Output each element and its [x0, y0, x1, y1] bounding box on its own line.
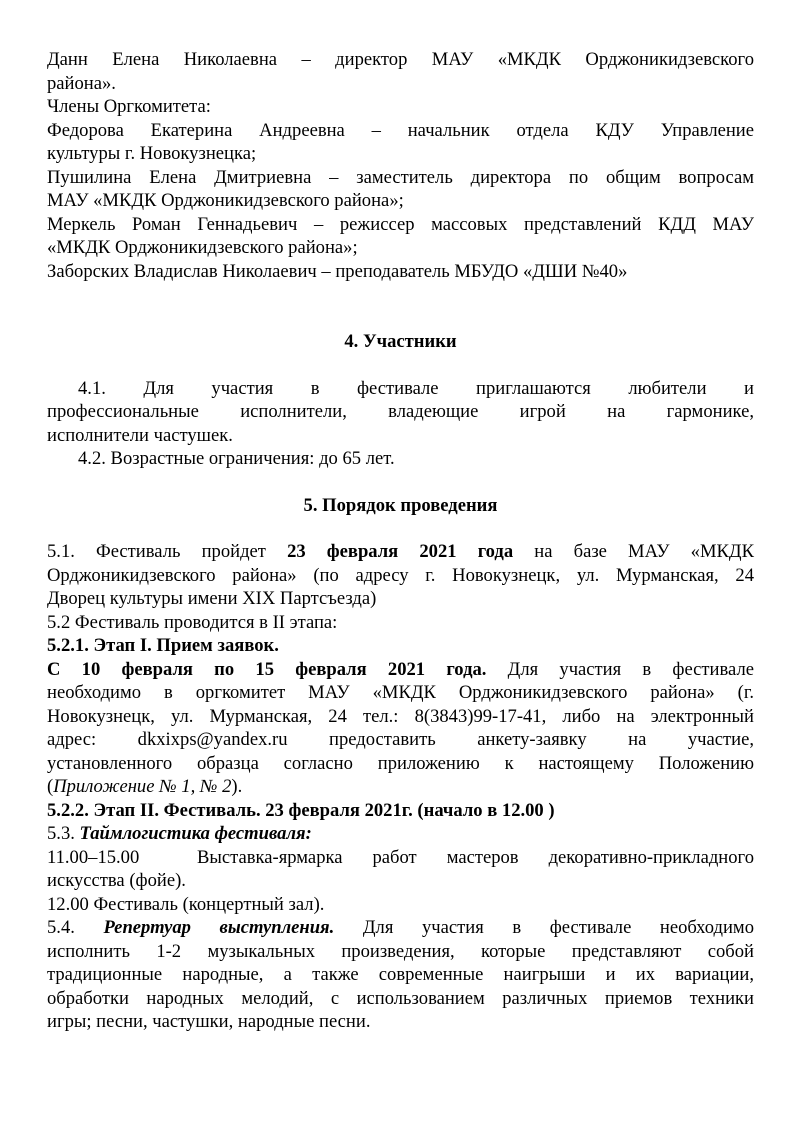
paragraph-4-2: 4.2. Возрастные ограничения: до 65 лет. — [78, 448, 395, 469]
member-1: Федорова Екатерина Андреевна – начальник отдела КДУ Управление — [47, 119, 754, 141]
paragraph-4-1: 4.1. Для участия в фестивале приглашаются любители и — [78, 377, 754, 399]
member-4: Заборских Владислав Николаевич – преподаватель МБУДО «ДШИ №40» — [47, 260, 628, 282]
paragraph-5-1 — [47, 540, 754, 564]
text-run: 5.4. — [47, 917, 104, 938]
timeline-title: Таймлогистика фестиваля: — [79, 823, 312, 844]
stage-2-title: 5.2.2. Этап II. Фестиваль. 23 февраля 2021г. (начало в 12.00 ) — [47, 799, 555, 821]
paragraph-4-1-line3: исполнители частушек. — [47, 424, 233, 446]
paragraph-5-4-line3: традиционные народные, а также современные наигрыши и их вариации, — [47, 964, 754, 985]
chair-line-end: района». — [47, 72, 116, 94]
event-date: 23 февраля 2021 года — [287, 541, 514, 562]
stage-1-dates — [47, 658, 754, 682]
section-5-heading: 5. Порядок проведения — [303, 494, 498, 516]
members-label: Члены Оргкомитета: — [47, 96, 211, 117]
document-page — [47, 48, 754, 1034]
paragraph-5-1-line2: Орджоникидзевского района» (по адресу г. Новокузнецк, ул. Мурманская, 24 — [47, 564, 754, 586]
paragraph-5-1-line3: Дворец культуры имени XIX Партсъезда) — [47, 588, 377, 609]
stage-1-line6 — [47, 775, 754, 799]
paragraph-5-4-line2: исполнить 1-2 музыкальных произведения, которые представляют собой — [47, 940, 754, 962]
timeline-item-1 — [47, 846, 754, 870]
timeline-item-2: 12.00 Фестиваль (концертный зал). — [47, 893, 325, 915]
text-run: Для участия в фестивале — [486, 658, 754, 680]
paragraph-5-2-2 — [47, 799, 754, 823]
timeline-text: Выставка-ярмарка работ мастеров декоративно-прикладного — [197, 846, 754, 868]
text-run: на базе МАУ «МКДК — [513, 541, 754, 562]
stage-1-period: С 10 февраля по 15 февраля 2021 года. — [47, 658, 487, 680]
member-3-end: «МКДК Орджоникидзевского района»; — [47, 237, 358, 258]
section-5-body — [47, 540, 754, 1034]
stage-1-line3: Новокузнецк, ул. Мурманская, 24 тел.: 8(3843)99-17-41, либо на электронный — [47, 705, 754, 727]
paragraph-5-4-line4: обработки народных мелодий, с использованием различных приемов техники — [47, 987, 754, 1009]
member-2-end: МАУ «МКДК Орджоникидзевского района»; — [47, 190, 404, 211]
member-1-end: культуры г. Новокузнецка; — [47, 143, 257, 164]
section-4-heading: 4. Участники — [344, 331, 457, 352]
chair-line: Данн Елена Николаевна – директор МАУ «МКДК Орджоникидзевского — [47, 49, 754, 70]
section-4-body — [47, 377, 754, 471]
stage-1-label: 5.2.1. Этап I — [47, 635, 148, 656]
paragraph-5-4-line5: игры; песни, частушки, народные песни. — [47, 1011, 371, 1032]
org-committee — [47, 48, 754, 283]
stage-1-line2: необходимо в оргкомитет МАУ «МКДК Орджоникидзевского района» (г. — [47, 682, 754, 703]
member-2: Пушилина Елена Дмитриевна – заместитель директора по общим вопросам — [47, 166, 754, 188]
text-run: ). — [231, 776, 243, 797]
paragraph-4-1-line2: профессиональные исполнители, владеющие игрой на гармонике, — [47, 401, 754, 422]
paragraph-5-4 — [47, 916, 754, 940]
paragraph-5-3 — [47, 822, 754, 846]
stage-1-line4: адрес: dkxixps@yandex.ru предоставить анкету-заявку на участие, — [47, 729, 754, 750]
timeline-item-1-line2: искусства (фойе). — [47, 870, 186, 891]
stage-1-line5: установленного образца согласно приложению к настоящему Положению — [47, 752, 754, 774]
paragraph-5-2: 5.2 Фестиваль проводится в II этапа: — [47, 611, 338, 633]
repertoire-title: Репертуар выступления. — [103, 917, 335, 938]
text-run: 5.3. — [47, 823, 80, 844]
paragraph-5-2-1 — [47, 634, 754, 658]
timeline-time: 11.00–15.00 — [47, 846, 140, 868]
stage-1-title: . Прием заявок. — [147, 635, 279, 656]
text-run: 5.1. Фестиваль пройдет — [47, 541, 288, 562]
member-3: Меркель Роман Геннадьевич – режиссер массовых представлений КДД МАУ — [47, 213, 754, 235]
text-run: ( — [47, 776, 54, 797]
text-run: Для участия в фестивале необходимо — [334, 917, 754, 938]
appendix-reference: Приложение № 1, № 2 — [53, 776, 232, 797]
